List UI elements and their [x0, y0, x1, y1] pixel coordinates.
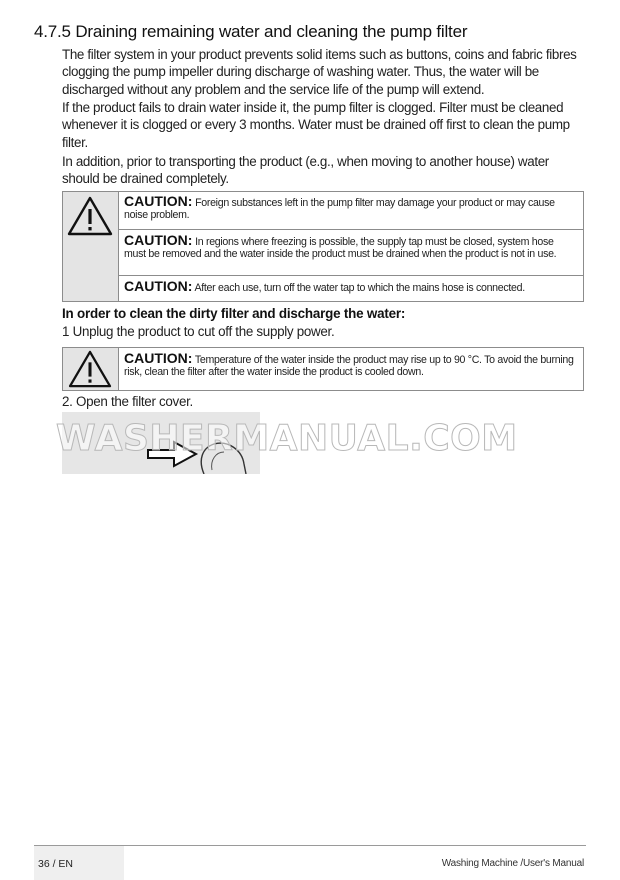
- procedure-heading: In order to clean the dirty filter and discharge the water:: [62, 306, 406, 321]
- caution-label: CAUTION:: [124, 232, 193, 248]
- caution-text: Foreign substances left in the pump filter may damage your product or may cause noise problem.: [124, 197, 555, 222]
- caution-text: After each use, turn off the water tap to which the mains hose is connected.: [194, 282, 525, 294]
- caution-item: [119, 195, 583, 221]
- caution-item: [119, 275, 583, 305]
- caution-text: In regions where freezing is possible, the supply tap must be closed, system hose must be removed and the water inside the product must be drained when the product is not in use.: [124, 236, 557, 261]
- step-1: 1 Unplug the product to cut off the supply power.: [62, 324, 335, 339]
- caution-box-filter: [62, 191, 584, 302]
- caution-label: CAUTION:: [124, 193, 193, 209]
- warning-triangle-icon: [67, 196, 113, 236]
- footer-page-tab: [34, 846, 124, 880]
- section-heading: 4.7.5 Draining remaining water and cleaning the pump filter: [34, 22, 468, 41]
- footer-manual-title: Washing Machine /User's Manual: [441, 858, 584, 869]
- clogged-filter-paragraph: If the product fails to drain water inside it, the pump filter is clogged. Filter must be cleaned whenever it is clogged or every 3 months. Water must be drained off first to clean the pump filter.: [62, 100, 570, 150]
- caution-label: CAUTION:: [124, 350, 193, 366]
- watermark: WASHERMANUAL.COM: [56, 418, 518, 459]
- caution-item: [119, 352, 583, 378]
- caution-icon-cell: [63, 192, 119, 301]
- caution-icon-cell: [63, 348, 119, 390]
- intro-paragraph: The filter system in your product prevents solid items such as buttons, coins and fabric fibres clogging the pump impeller during discharge of washing water. Thus, the water will be discharged without any problem and the service life of the pump will extend.: [62, 47, 577, 97]
- caution-box-temperature: [62, 347, 584, 391]
- page-number: 36 / EN: [38, 858, 74, 870]
- transport-paragraph: In addition, prior to transporting the product (e.g., when moving to another house) water should be drained completely.: [62, 154, 549, 187]
- caution-text: Temperature of the water inside the product may rise up to 90 °C. To avoid the burning risk, clean the filter after the water inside the product is cooled down.: [124, 354, 574, 379]
- warning-triangle-icon: [67, 350, 113, 388]
- caution-label: CAUTION:: [124, 278, 193, 294]
- step-2: 2. Open the filter cover.: [62, 394, 193, 409]
